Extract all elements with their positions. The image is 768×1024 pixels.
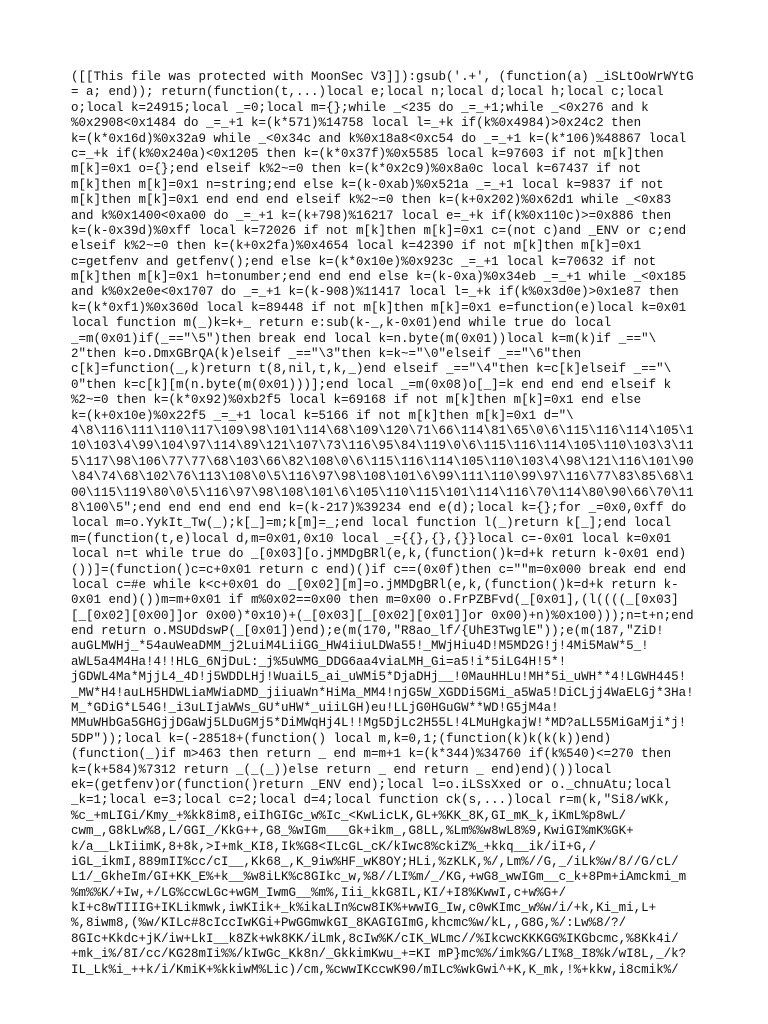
code-line: [_[0x02][0x00]]or 0x00)*0x10)+(_[0x03][_[0x02][0x01]]or 0x00)+n)%0x100)));n=t+n;end (71, 608, 694, 623)
code-line: aWL5a4M4Ha!4!!HLG_6NjDuL:_j%5uWMG_DDG6aa4viaLMH_Gi=a5!i*5iLG4H!5*! (71, 654, 567, 669)
code-line: local function m(_)k=k+_ return e:sub(k-_,k-0x01)end while true do local (71, 316, 612, 331)
code-line: jGDWL4Ma*MjjL4_4D!j5WDDLHj!WuaiL5_ai_uWMi5*DjaDHj__!0MauHHLu!MH*5i_uWH**4!LGWH445! (71, 670, 687, 685)
code-line: %m%%K/+Iw,+/LG%ccwLGc+wGM_IwmG__%m%,Iii_kkG8IL,KI/+I8%KwwI,c+w%G+/ (71, 885, 567, 900)
code-line: k=(k+584)%7312 return _(_(_))else return _ end return _ end)end)())local (71, 762, 612, 777)
code-line: o;local k=24915;local _=0;local m={};while _<235 do _=_+1;while _<0x276 and k (71, 100, 649, 115)
code-line: k=(k-0x39d)%0xff local k=72026 if not m[k]then m[k]=0x1 c=(not c)and _ENV or c;end (71, 223, 687, 238)
code-line: m[k]then m[k]=0x1 n=string;end else k=(k-0xab)%0x521a _=_+1 local k=9837 if not (71, 177, 664, 192)
code-line: 5\117\98\106\77\77\68\103\66\82\108\0\6\115\116\114\105\110\103\4\98\121\116\101\90 (71, 454, 694, 469)
code-line: iGL_ikmI,889mII%cc/cI__,Kk68_,K_9iw%HF_wK8OY;HLi,%zKLK,%/,Lm%//G,_/iLk%w/8//G/cL/ (71, 854, 679, 869)
code-line: IL_Lk%i_++k/i/KmiK+%kkiwM%Lic)/cm,%cwwIKccwK90/mILc%wkGwi^+K,K_mk,!%+kkw,i8cmik%/ (71, 962, 679, 977)
code-line: and k%0x2e0e<0x1707 do _=_+1 k=(k-908)%11417 local l=_+k if(k%0x3d0e)>0x1e87 then (71, 285, 679, 300)
code-line: 8\100\5";end end end end end k=(k-217)%39234 end e(d);local k={};for _=0x0,0xff do (71, 500, 687, 515)
obfuscated-lua-code (71, 70, 701, 978)
code-line: %c_+mLIGi/Kmy_+%kk8im8,eiIhGIGc_w%Ic_<KwLicLK,GL+%KK_8K,GI_mK_k,iKmL%p8wL/ (71, 808, 627, 823)
code-line: _MW*H4!auLH5HDWLiaMWiaDMD_jiiuaWn*HiMa_MM4!njG5W_XGDDi5GMi_a5Wa5!DiCLjj4WaELGj*3Ha! (71, 685, 694, 700)
code-line: _k=1;local e=3;local c=2;local d=4;local function ck(s,...)local r=m(k,"Si8/wKk, (71, 793, 672, 808)
code-line: 2"then k=o.DmxGBrQA(k)elseif _=="\3"then k=k~="\0"elseif _=="\6"then (71, 347, 582, 362)
code-line: 5DP"));local k=(-28518+(function() local m,k=0,1;(function(k)k(k(k))end) (71, 731, 612, 746)
code-line: \84\74\68\102\76\113\108\0\5\116\97\98\108\101\6\99\111\110\99\97\116\77\83\85\68\1 (71, 470, 694, 485)
code-line: = a; end)); return(function(t,...)local e;local n;local d;local h;local c;local (71, 85, 664, 100)
code-line: 8GIc+Kkdc+jK/iw+LkI__k8Zk+wk8KK/iLmk,8cIw%K/cIK_WLmc//%IkcwcKKKGG%IKGbcmc,%8Kk4i/ (71, 931, 679, 946)
code-line: c=getfenv and getfenv();end else k=(k*0x10e)%0x923c _=_+1 local k=70632 if not (71, 254, 657, 269)
code-line: MMuWHbGa5GHGjjDGaWj5LDuGMj5*DiMWqHj4L!!Mg5DjLc2H55L!4LMuHgkajW!*MD?aLL55MiGaMji*j! (71, 716, 687, 731)
code-line: +mk_i%/8I/cc/KG28mIi%%/kIwGc_Kk8n/_GkkimKwu_+=KI mP}mc%%/imk%G/LI%8_I8%k/wI8L,_/k? (71, 947, 687, 962)
code-line: k=(k*0xf1)%0x360d local k=89448 if not m[k]then m[k]=0x1 e=function(e)local k=0x01 (71, 300, 687, 315)
code-line: m[k]=0x1 o={};end elseif k%2~=0 then k=(k*0x2c9)%0x8a0c local k=67437 if not (71, 162, 642, 177)
code-line: and k%0x1400<0xa00 do _=_+1 k=(k+798)%16217 local e=_+k if(k%0x110c)>=0x886 then (71, 208, 672, 223)
code-line: m[k]then m[k]=0x1 end end end elseif k%2~=0 then k=(k+0x202)%0x62d1 while _<0x83 (71, 193, 672, 208)
code-line: elseif k%2~=0 then k=(k+0x2fa)%0x4654 local k=42390 if not m[k]then m[k]=0x1 (71, 239, 642, 254)
code-line: k=(k*0x16d)%0x32a9 while _<0x34c and k%0x18a8<0xc54 do _=_+1 k=(k*106)%48867 local (71, 131, 687, 146)
code-line: local n=t while true do _[0x03][o.jMMDgBRl(e,k,(function()k=d+k return k-0x01 end) (71, 547, 687, 562)
code-line: auGLMWHj_*54auWeaDMM_j2LuiM4LiiGG_HW4iiuLDWa55!_MWjHiu4D!M5MD2G!j!4Mi5MaW*5_! (71, 639, 649, 654)
code-line: L1/_GkheIm/GI+KK_E%+k__%w8iLK%c8GIkc_w,%8//LI%m/_/KG,+wG8_wwIGm__c_k+8Pm+iAmckmi_m (71, 870, 687, 885)
code-line: kI+c8wTIIIG+IKLikmwk,iwKIik+_k%ikaLIn%cw8IK%+wwIG_Iw,c0wKImc_w%w/i/+k,Ki_mi,L+ (71, 901, 657, 916)
code-line: m=(function(t,e)local d,m=0x01,0x10 local _={{},{},{}}local c=-0x01 local k=0x01 (71, 531, 672, 546)
code-line: m[k]then m[k]=0x1 h=tonumber;end end end else k=(k-0xa)%0x34eb _=_+1 while _<0x185 (71, 270, 687, 285)
code-line: k/a__LkIiimK,8+8k,>I+mk_KI8,Ik%G8<ILcGL_cK/kIwc8%ckiZ%_+kkq__ik/iI+G,/ (71, 839, 597, 854)
code-line: c[k]=function(_,k)return t(8,nil,t,k,_)end elseif _=="\4"then k=c[k]elseif _=="\ (71, 362, 672, 377)
code-line: c=_+k if(k%0x240a)<0x1205 then k=(k*0x37f)%0x5585 local k=97603 if not m[k]then (71, 146, 664, 161)
code-line: %2~=0 then k=(k*0x92)%0xb2f5 local k=69168 if not m[k]then m[k]=0x1 end else (71, 393, 642, 408)
code-line: 4\8\116\111\110\117\109\98\101\114\68\109\120\71\66\114\81\65\0\6\115\116\114\105\1 (71, 423, 694, 438)
code-line: M_*GDiG*L54G!_i3uLIjaWWs_GU*uHW*_uiiLGH)eu!LLjG0HGuGW**WD!G5jM4a! (71, 701, 559, 716)
code-line: %0x2908<0x1484 do _=_+1 k=(k*571)%14758 local l=_+k if(k%0x4984)>0x24c2 then (71, 116, 642, 131)
code-line: local c=#e while k<c+0x01 do _[0x02][m]=o.jMMDgBRl(e,k,(function()k=d+k return k- (71, 577, 679, 592)
code-line: ([[This file was protected with MoonSec V3]]):gsub('.+', (function(a) _iSLtOoWrWYtG (71, 70, 694, 84)
code-line: 10\103\4\99\104\97\114\89\121\107\73\116\95\84\119\0\6\115\116\114\105\110\103\3\11 (71, 439, 694, 454)
code-line: 0"then k=c[k][m(n.byte(m(0x01)))];end local _=m(0x08)o[_]=k end end end elseif k (71, 377, 672, 392)
code-line: cwm_,G8kLw%8,L/GGI_/KkG++,G8_%wIGm___Gk+ikm_,G8LL,%Lm%%w8wL8%9,KwiGI%mK%GK+ (71, 824, 634, 839)
code-line: ())]=(function()c=c+0x01 return c end)()if c==(0x0f)then c=""m=0x000 break end end (71, 562, 687, 577)
code-line: 00\115\119\80\0\5\116\97\98\108\101\6\105\110\115\101\114\116\70\114\80\90\66\70\11 (71, 485, 694, 500)
code-line: %,8iwm8,(%w/KILc#8cIccIwKGi+PwGGmwkGI_8KAGIGImG,khcmc%w/kL,,G8G,%/:Lw%8/?/ (71, 916, 627, 931)
code-line: 0x01 end)())m=m+0x01 if m%0x02==0x00 then m=0x00 o.FrPZBFvd(_[0x01],(l((((_[0x03] (71, 593, 679, 608)
code-line: k=(k+0x10e)%0x22f5 _=_+1 local k=5166 if not m[k]then m[k]=0x1 d="\ (71, 408, 574, 423)
code-line: ek=(getfenv)or(function()return _ENV end);local l=o.iLSsXxed or o._chnuAtu;local (71, 777, 672, 792)
code-line: (function(_)if m>463 then return _ end m=m+1 k=(k*344)%34760 if(k%540)<=270 then (71, 747, 672, 762)
code-line: end return o.MSUDdswP(_[0x01])end);e(m(170,"R8ao_lf/{UhE3TwglE"));e(m(187,"ZiD! (71, 624, 664, 639)
code-line: local m=o.YykIt_Tw(_);k[_]=m;k[m]=_;end local function l(_)return k[_];end local (71, 516, 672, 531)
code-line: _=m(0x01)if(_=="\5")then break end local k=n.byte(m(0x01))local k=m(k)if _=="\ (71, 331, 657, 346)
